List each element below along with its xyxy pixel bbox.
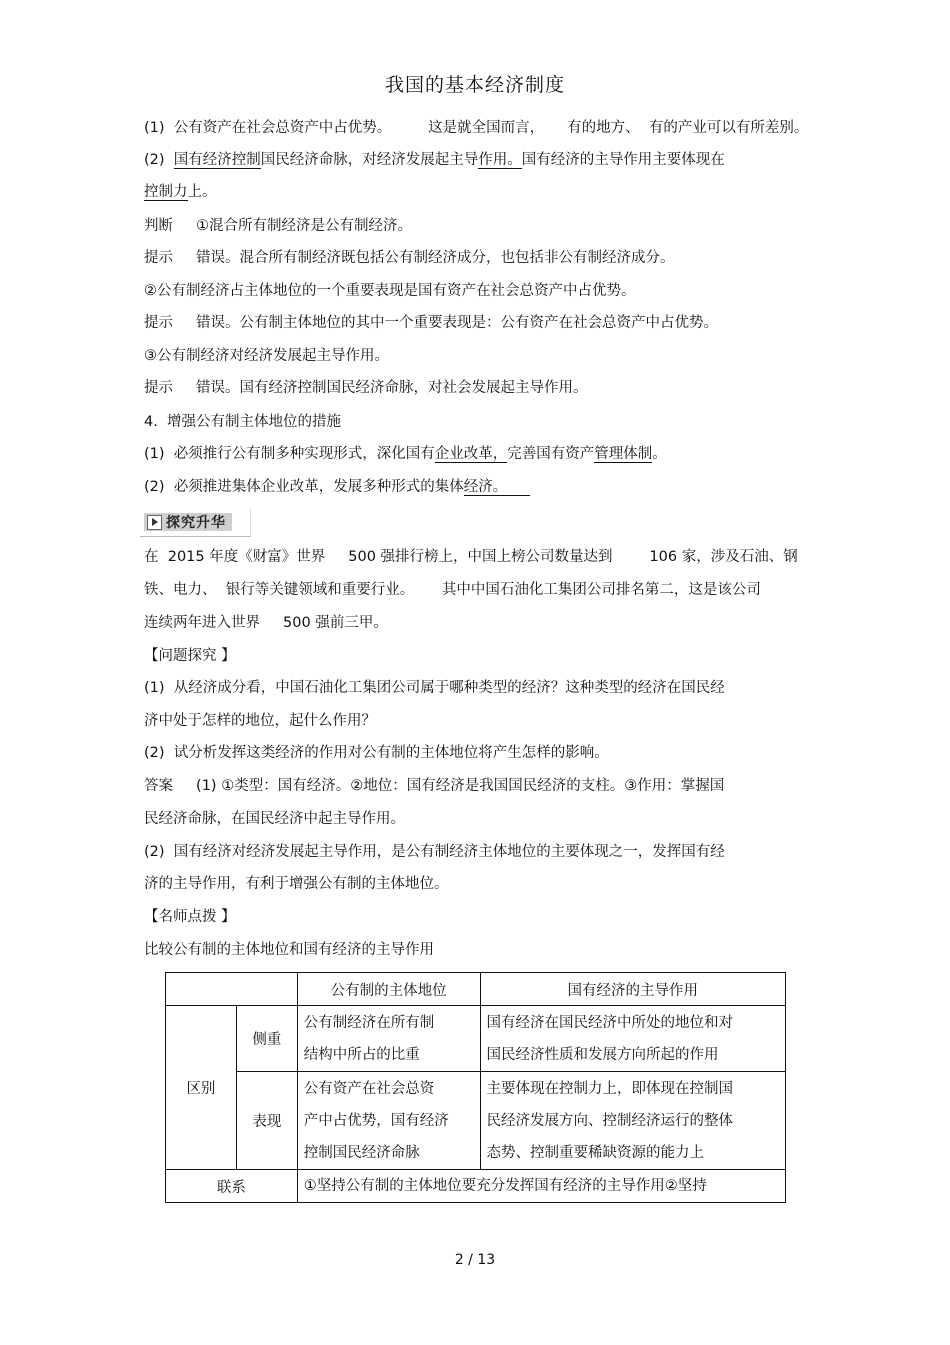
underline-blank: 作用。 — [478, 152, 522, 168]
table-cell: 侧重 — [236, 1006, 297, 1072]
play-icon — [147, 515, 162, 530]
table-cell — [166, 973, 298, 1006]
text-line: 提示 错误。公有制主体地位的其中一个重要表现是：公有资产在社会总资产中占优势。 — [144, 315, 719, 331]
text-line: 济中处于怎样的地位，起什么作用？ — [144, 713, 376, 729]
text-line: 提示 错误。混合所有制经济既包括公有制经济成分，也包括非公有制经济成分。 — [144, 250, 675, 266]
text-line: 控制力上。 — [144, 184, 217, 200]
table-row — [166, 1170, 786, 1203]
text-line: 连续两年进入世界 500 强前三甲。 — [144, 615, 388, 631]
table-cell: 表现 — [236, 1072, 297, 1170]
section-heading: 【问题探究 】 — [144, 648, 236, 664]
table-cell: ①坚持公有制的主体地位要充分发挥国有经济的主导作用②坚持 — [297, 1170, 785, 1203]
text-line: 民经济命脉，在国民经济中起主导作用。 — [144, 811, 405, 827]
table-cell: 公有资产在社会总资 产中占优势，国有经济 控制国民经济命脉 — [297, 1072, 480, 1170]
section-badge — [140, 508, 251, 537]
table-cell: 区别 — [166, 1006, 237, 1170]
section-heading: 【名师点拨 】 — [144, 909, 236, 925]
table-header: 国有经济的主导作用 — [480, 973, 786, 1006]
badge-label: 探究升华 — [166, 515, 226, 531]
text-line: ②公有制经济占主体地位的一个重要表现是国有资产在社会总资产中占优势。 — [144, 283, 636, 299]
table-cell: 国有经济在国民经济中所处的地位和对 国民经济性质和发展方向所起的作用 — [480, 1006, 786, 1072]
text-line: 判断 ①混合所有制经济是公有制经济。 — [144, 218, 413, 234]
text-line: (2) 必须推进集体企业改革，发展多种形式的集体经济。 — [144, 479, 531, 495]
underline-blank: 控制力 — [144, 184, 188, 200]
section-heading: 4. 增强公有制主体地位的措施 — [144, 414, 342, 430]
page-number: 2 / 13 — [454, 1252, 496, 1268]
text-line: 在 2015 年度《财富》世界 500 强排行榜上，中国上榜公司数量达到 106 家，涉及石油、钢 — [144, 549, 798, 565]
text-line: 提示 错误。国有经济控制国民经济命脉，对社会发展起主导作用。 — [144, 380, 588, 396]
underline-blank: 企业改革， — [434, 446, 508, 462]
text-line: (2) 国有经济对经济发展起主导作用，是公有制经济主体地位的主要体现之一，发挥国有经 — [144, 844, 725, 860]
text-line: 比较公有制的主体地位和国有经济的主导作用 — [144, 942, 434, 958]
page-title: 我国的基本经济制度 — [384, 74, 565, 96]
table-cell: 公有制经济在所有制 结构中所占的比重 — [297, 1006, 480, 1072]
underline-blank: 国有经济控制 — [173, 152, 261, 168]
text-line: 济的主导作用，有利于增强公有制的主体地位。 — [144, 876, 449, 892]
text-line: (1) 从经济成分看，中国石油化工集团公司属于哪种类型的经济？这种类型的经济在国民经 — [144, 680, 725, 696]
text-line: (1) 公有资产在社会总资产中占优势。 这是就全国而言， 有的地方、 有的产业可以有所差别。 — [144, 120, 809, 136]
text-line: 答案 (1) ①类型：国有经济。②地位：国有经济是我国国民经济的支柱。③作用：掌握国 — [144, 778, 725, 794]
comparison-table — [165, 972, 786, 1203]
underline-blank: 经济。 — [463, 479, 531, 495]
table-row — [166, 1072, 786, 1170]
table-row — [166, 1006, 786, 1072]
text-line: (1) 必须推行公有制多种实现形式，深化国有企业改革，完善国有资产管理体制。 — [144, 446, 667, 462]
table-cell: 联系 — [166, 1170, 298, 1203]
table-header: 公有制的主体地位 — [297, 973, 480, 1006]
table-cell: 主要体现在控制力上，即体现在控制国 民经济发展方向、控制经济运行的整体 态势、控制重要稀缺资源的能力上 — [480, 1072, 786, 1170]
text-line: ③公有制经济对经济发展起主导作用。 — [144, 348, 389, 364]
underline-blank: 管理体制 — [594, 446, 653, 462]
table-row — [166, 973, 786, 1006]
text-line: 铁、电力、 银行等关键领域和重要行业。 其中中国石油化工集团公司排名第二，这是该公司 — [144, 582, 761, 598]
text-line: (2) 国有经济控制国民经济命脉，对经济发展起主导作用。国有经济的主导作用主要体现在 — [144, 152, 725, 168]
text-line: (2) 试分析发挥这类经济的作用对公有制的主体地位将产生怎样的影响。 — [144, 745, 609, 761]
